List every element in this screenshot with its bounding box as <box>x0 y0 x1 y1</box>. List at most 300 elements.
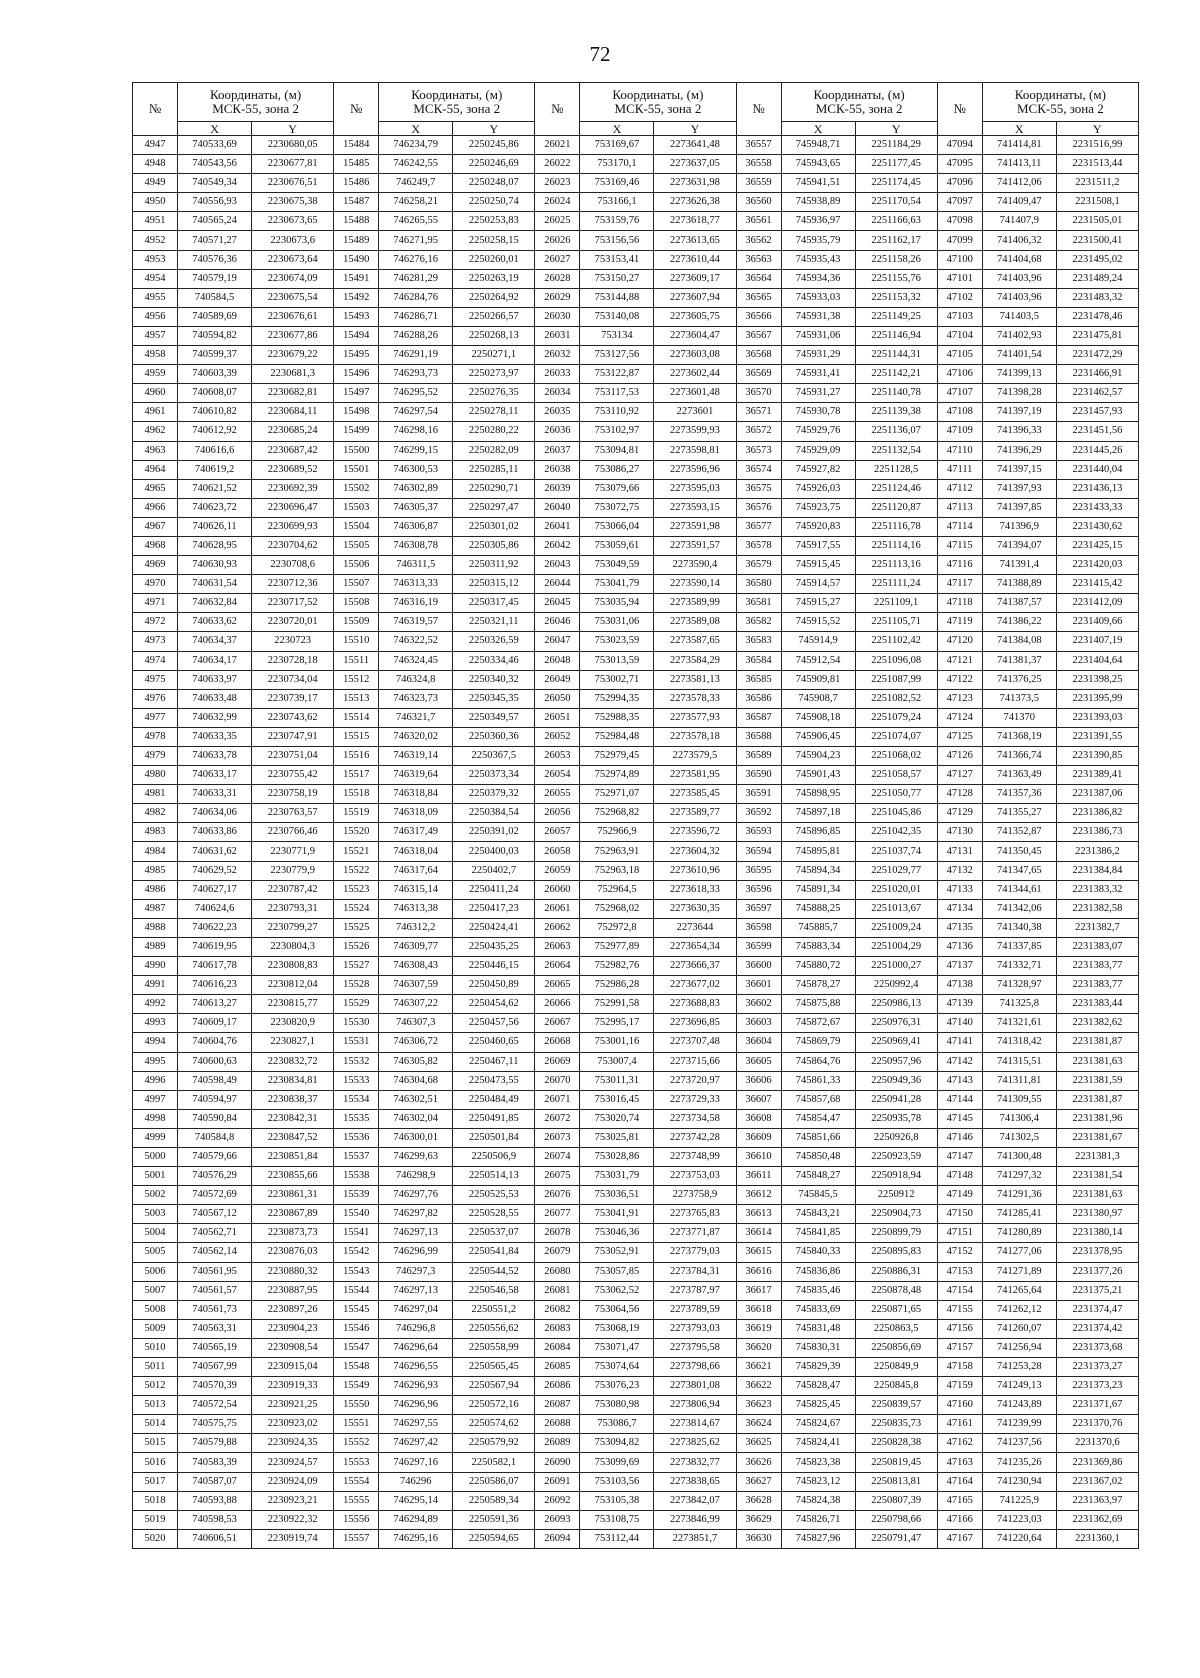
cell-y-value: 2273765,83 <box>654 1205 736 1224</box>
cell-x-value: 746298,9 <box>379 1167 453 1186</box>
cell-point-number: 26055 <box>535 785 580 804</box>
cell-y-value: 2251155,76 <box>855 269 937 288</box>
cell-point-number: 15488 <box>334 212 379 231</box>
cell-point-number: 47127 <box>937 766 982 785</box>
cell-y-value: 2250326,59 <box>453 632 535 651</box>
cell-x-value: 745869,79 <box>781 1033 855 1052</box>
cell-x-value: 753150,27 <box>580 269 654 288</box>
cell-x-value: 745823,12 <box>781 1472 855 1491</box>
cell-y-value: 2273758,9 <box>654 1186 736 1205</box>
cell-point-number: 5009 <box>133 1319 178 1338</box>
cell-y-value: 2250245,86 <box>453 136 535 155</box>
cell-point-number: 26079 <box>535 1243 580 1262</box>
table-row <box>133 536 1139 555</box>
cell-point-number: 15550 <box>334 1396 379 1415</box>
cell-y-value: 2273793,03 <box>654 1319 736 1338</box>
cell-point-number: 15549 <box>334 1377 379 1396</box>
table-row <box>133 708 1139 727</box>
cell-y-value: 2250248,07 <box>453 174 535 193</box>
cell-y-value: 2273601,48 <box>654 384 736 403</box>
cell-point-number: 15552 <box>334 1434 379 1453</box>
cell-point-number: 26023 <box>535 174 580 193</box>
table-row <box>133 1415 1139 1434</box>
cell-y-value: 2230717,52 <box>252 594 334 613</box>
cell-y-value: 2231508,1 <box>1056 193 1138 212</box>
cell-y-value: 2273789,59 <box>654 1300 736 1319</box>
cell-point-number: 36616 <box>736 1262 781 1281</box>
cell-y-value: 2250311,92 <box>453 556 535 575</box>
cell-point-number: 15540 <box>334 1205 379 1224</box>
cell-point-number: 15545 <box>334 1300 379 1319</box>
cell-point-number: 36590 <box>736 766 781 785</box>
header-coords-label: Координаты, (м) <box>210 87 302 102</box>
cell-point-number: 47114 <box>937 517 982 536</box>
cell-x-value: 746297,13 <box>379 1281 453 1300</box>
cell-x-value: 752995,17 <box>580 1014 654 1033</box>
cell-point-number: 4993 <box>133 1014 178 1033</box>
cell-x-value: 746297,42 <box>379 1434 453 1453</box>
cell-y-value: 2273609,17 <box>654 269 736 288</box>
cell-x-value: 746317,49 <box>379 823 453 842</box>
cell-x-value: 753031,79 <box>580 1167 654 1186</box>
header-coords-label: Координаты, (м) <box>411 87 503 102</box>
cell-x-value: 746320,02 <box>379 727 453 746</box>
cell-point-number: 36603 <box>736 1014 781 1033</box>
cell-y-value: 2251139,38 <box>855 403 937 422</box>
table-row <box>133 326 1139 345</box>
cell-x-value: 746265,55 <box>379 212 453 231</box>
cell-y-value: 2251109,1 <box>855 594 937 613</box>
cell-point-number: 15557 <box>334 1529 379 1548</box>
cell-y-value: 2273626,38 <box>654 193 736 212</box>
cell-x-value: 740556,93 <box>178 193 252 212</box>
cell-point-number: 26081 <box>535 1281 580 1300</box>
cell-point-number: 36569 <box>736 365 781 384</box>
cell-point-number: 36617 <box>736 1281 781 1300</box>
cell-x-value: 745920,83 <box>781 517 855 536</box>
cell-y-value: 2230743,62 <box>252 708 334 727</box>
cell-x-value: 746297,55 <box>379 1415 453 1434</box>
cell-point-number: 36611 <box>736 1167 781 1186</box>
cell-point-number: 47148 <box>937 1167 982 1186</box>
cell-point-number: 15499 <box>334 422 379 441</box>
cell-y-value: 2231466,91 <box>1056 365 1138 384</box>
cell-point-number: 15528 <box>334 976 379 995</box>
table-row <box>133 995 1139 1014</box>
cell-y-value: 2273779,03 <box>654 1243 736 1262</box>
cell-x-value: 741414,81 <box>982 136 1056 155</box>
cell-y-value: 2250551,2 <box>453 1300 535 1319</box>
cell-point-number: 26046 <box>535 613 580 632</box>
cell-x-value: 752982,76 <box>580 957 654 976</box>
cell-x-value: 745833,69 <box>781 1300 855 1319</box>
cell-point-number: 4952 <box>133 231 178 250</box>
table-row <box>133 556 1139 575</box>
cell-y-value: 2231381,87 <box>1056 1033 1138 1052</box>
cell-y-value: 2231436,13 <box>1056 479 1138 498</box>
cell-point-number: 26089 <box>535 1434 580 1453</box>
header-coords <box>781 83 937 122</box>
cell-y-value: 2230779,9 <box>252 861 334 880</box>
cell-point-number: 36560 <box>736 193 781 212</box>
cell-x-value: 741397,19 <box>982 403 1056 422</box>
cell-x-value: 745840,33 <box>781 1243 855 1262</box>
cell-y-value: 2250417,23 <box>453 899 535 918</box>
cell-point-number: 15507 <box>334 575 379 594</box>
cell-point-number: 5000 <box>133 1147 178 1166</box>
cell-point-number: 47160 <box>937 1396 982 1415</box>
cell-y-value: 2273641,48 <box>654 136 736 155</box>
cell-x-value: 753159,76 <box>580 212 654 231</box>
cell-point-number: 47154 <box>937 1281 982 1300</box>
cell-y-value: 2273577,93 <box>654 708 736 727</box>
table-row <box>133 384 1139 403</box>
cell-x-value: 740626,11 <box>178 517 252 536</box>
table-row <box>133 1109 1139 1128</box>
table-row <box>133 1186 1139 1205</box>
cell-point-number: 15518 <box>334 785 379 804</box>
cell-y-value: 2273589,08 <box>654 613 736 632</box>
cell-point-number: 36570 <box>736 384 781 403</box>
table-row <box>133 403 1139 422</box>
cell-x-value: 753076,23 <box>580 1377 654 1396</box>
table-row <box>133 1434 1139 1453</box>
cell-point-number: 4986 <box>133 880 178 899</box>
cell-x-value: 741412,06 <box>982 174 1056 193</box>
header-coords-label: Координаты, (м) <box>612 87 704 102</box>
table-row <box>133 1071 1139 1090</box>
cell-x-value: 741253,28 <box>982 1358 1056 1377</box>
cell-point-number: 5007 <box>133 1281 178 1300</box>
cell-x-value: 745936,97 <box>781 212 855 231</box>
cell-x-value: 753031,06 <box>580 613 654 632</box>
cell-y-value: 2250589,34 <box>453 1491 535 1510</box>
cell-point-number: 15530 <box>334 1014 379 1033</box>
cell-point-number: 36626 <box>736 1453 781 1472</box>
cell-y-value: 2273590,4 <box>654 556 736 575</box>
cell-x-value: 745923,75 <box>781 498 855 517</box>
cell-point-number: 36621 <box>736 1358 781 1377</box>
cell-point-number: 15519 <box>334 804 379 823</box>
header-x: X <box>178 122 252 136</box>
cell-point-number: 36586 <box>736 689 781 708</box>
cell-point-number: 36630 <box>736 1529 781 1548</box>
cell-point-number: 36572 <box>736 422 781 441</box>
cell-y-value: 2230808,83 <box>252 957 334 976</box>
cell-x-value: 753046,36 <box>580 1224 654 1243</box>
cell-point-number: 4972 <box>133 613 178 632</box>
cell-x-value: 745931,29 <box>781 346 855 365</box>
table-row <box>133 1377 1139 1396</box>
cell-point-number: 47134 <box>937 899 982 918</box>
cell-x-value: 746249,7 <box>379 174 453 193</box>
cell-x-value: 753153,41 <box>580 250 654 269</box>
cell-x-value: 740616,23 <box>178 976 252 995</box>
cell-y-value: 2250878,48 <box>855 1281 937 1300</box>
cell-point-number: 26059 <box>535 861 580 880</box>
table-row <box>133 727 1139 746</box>
cell-y-value: 2231451,56 <box>1056 422 1138 441</box>
cell-x-value: 741225,9 <box>982 1491 1056 1510</box>
cell-y-value: 2273806,94 <box>654 1396 736 1415</box>
cell-x-value: 745826,71 <box>781 1510 855 1529</box>
header-coords <box>982 83 1138 122</box>
cell-x-value: 741403,96 <box>982 288 1056 307</box>
cell-point-number: 4954 <box>133 269 178 288</box>
cell-point-number: 26029 <box>535 288 580 307</box>
cell-x-value: 753049,59 <box>580 556 654 575</box>
cell-y-value: 2231370,76 <box>1056 1415 1138 1434</box>
cell-x-value: 745904,23 <box>781 747 855 766</box>
cell-y-value: 2250574,62 <box>453 1415 535 1434</box>
cell-point-number: 26080 <box>535 1262 580 1281</box>
cell-y-value: 2250839,57 <box>855 1396 937 1415</box>
cell-y-value: 2250895,83 <box>855 1243 937 1262</box>
cell-y-value: 2230787,42 <box>252 880 334 899</box>
cell-point-number: 36597 <box>736 899 781 918</box>
cell-x-value: 741347,65 <box>982 861 1056 880</box>
cell-y-value: 2231363,97 <box>1056 1491 1138 1510</box>
cell-x-value: 745850,48 <box>781 1147 855 1166</box>
table-row <box>133 1491 1139 1510</box>
table-row <box>133 212 1139 231</box>
cell-x-value: 741363,49 <box>982 766 1056 785</box>
cell-point-number: 15531 <box>334 1033 379 1052</box>
cell-point-number: 26062 <box>535 918 580 937</box>
cell-x-value: 740567,12 <box>178 1205 252 1224</box>
cell-point-number: 26072 <box>535 1109 580 1128</box>
cell-y-value: 2230793,31 <box>252 899 334 918</box>
cell-x-value: 740623,72 <box>178 498 252 517</box>
cell-x-value: 740629,52 <box>178 861 252 880</box>
cell-x-value: 740621,52 <box>178 479 252 498</box>
cell-x-value: 746319,57 <box>379 613 453 632</box>
cell-y-value: 2251020,01 <box>855 880 937 899</box>
cell-point-number: 36614 <box>736 1224 781 1243</box>
cell-point-number: 15527 <box>334 957 379 976</box>
cell-y-value: 2250273,97 <box>453 365 535 384</box>
cell-point-number: 15542 <box>334 1243 379 1262</box>
cell-point-number: 47142 <box>937 1052 982 1071</box>
cell-y-value: 2250798,66 <box>855 1510 937 1529</box>
cell-point-number: 36622 <box>736 1377 781 1396</box>
cell-x-value: 753001,16 <box>580 1033 654 1052</box>
cell-point-number: 47131 <box>937 842 982 861</box>
cell-point-number: 36589 <box>736 747 781 766</box>
cell-y-value: 2250986,13 <box>855 995 937 1014</box>
cell-x-value: 745836,86 <box>781 1262 855 1281</box>
cell-x-value: 745835,46 <box>781 1281 855 1300</box>
cell-x-value: 741404,68 <box>982 250 1056 269</box>
cell-point-number: 4989 <box>133 937 178 956</box>
cell-y-value: 2273707,48 <box>654 1033 736 1052</box>
cell-x-value: 746319,64 <box>379 766 453 785</box>
cell-y-value: 2231391,55 <box>1056 727 1138 746</box>
cell-y-value: 2231374,42 <box>1056 1319 1138 1338</box>
cell-point-number: 36563 <box>736 250 781 269</box>
cell-y-value: 2231360,1 <box>1056 1529 1138 1548</box>
cell-x-value: 745906,45 <box>781 727 855 746</box>
header-num: № <box>535 83 580 136</box>
cell-x-value: 745914,9 <box>781 632 855 651</box>
cell-point-number: 15543 <box>334 1262 379 1281</box>
cell-x-value: 740579,19 <box>178 269 252 288</box>
cell-point-number: 36619 <box>736 1319 781 1338</box>
cell-point-number: 26060 <box>535 880 580 899</box>
cell-point-number: 15522 <box>334 861 379 880</box>
cell-x-value: 746297,04 <box>379 1300 453 1319</box>
cell-y-value: 2231362,69 <box>1056 1510 1138 1529</box>
cell-x-value: 741402,93 <box>982 326 1056 345</box>
cell-y-value: 2230834,81 <box>252 1071 334 1090</box>
table-row <box>133 231 1139 250</box>
cell-x-value: 746306,87 <box>379 517 453 536</box>
cell-y-value: 2250402,7 <box>453 861 535 880</box>
cell-y-value: 2250263,19 <box>453 269 535 288</box>
cell-x-value: 741332,71 <box>982 957 1056 976</box>
cell-point-number: 36627 <box>736 1472 781 1491</box>
cell-y-value: 2251142,21 <box>855 365 937 384</box>
cell-x-value: 753117,53 <box>580 384 654 403</box>
cell-x-value: 740594,82 <box>178 326 252 345</box>
cell-x-value: 752964,5 <box>580 880 654 899</box>
cell-point-number: 15509 <box>334 613 379 632</box>
cell-y-value: 2273784,31 <box>654 1262 736 1281</box>
cell-y-value: 2250360,36 <box>453 727 535 746</box>
cell-y-value: 2230880,32 <box>252 1262 334 1281</box>
cell-y-value: 2230675,38 <box>252 193 334 212</box>
cell-point-number: 26045 <box>535 594 580 613</box>
table-row <box>133 804 1139 823</box>
cell-x-value: 746284,76 <box>379 288 453 307</box>
cell-y-value: 2250271,1 <box>453 346 535 365</box>
cell-x-value: 740593,88 <box>178 1491 252 1510</box>
cell-x-value: 740561,73 <box>178 1300 252 1319</box>
cell-point-number: 4948 <box>133 155 178 174</box>
cell-y-value: 2231382,62 <box>1056 1014 1138 1033</box>
cell-point-number: 15495 <box>334 346 379 365</box>
cell-x-value: 741311,81 <box>982 1071 1056 1090</box>
cell-x-value: 746299,63 <box>379 1147 453 1166</box>
cell-x-value: 753028,86 <box>580 1147 654 1166</box>
cell-x-value: 741300,48 <box>982 1147 1056 1166</box>
table-row <box>133 1510 1139 1529</box>
cell-point-number: 36618 <box>736 1300 781 1319</box>
cell-point-number: 15503 <box>334 498 379 517</box>
cell-x-value: 741342,06 <box>982 899 1056 918</box>
cell-point-number: 47157 <box>937 1338 982 1357</box>
cell-y-value: 2273605,75 <box>654 307 736 326</box>
cell-x-value: 740570,39 <box>178 1377 252 1396</box>
cell-point-number: 26051 <box>535 708 580 727</box>
cell-y-value: 2231381,87 <box>1056 1090 1138 1109</box>
cell-y-value: 2250923,59 <box>855 1147 937 1166</box>
cell-y-value: 2273601 <box>654 403 736 422</box>
cell-x-value: 746322,52 <box>379 632 453 651</box>
cell-y-value: 2230908,54 <box>252 1338 334 1357</box>
cell-x-value: 741397,85 <box>982 498 1056 517</box>
cell-y-value: 2231374,47 <box>1056 1300 1138 1319</box>
header-system-label: МСК-55, зона 2 <box>1016 101 1104 116</box>
cell-y-value: 2273618,77 <box>654 212 736 231</box>
cell-point-number: 26043 <box>535 556 580 575</box>
cell-y-value: 2273842,07 <box>654 1491 736 1510</box>
cell-point-number: 47141 <box>937 1033 982 1052</box>
cell-point-number: 26039 <box>535 479 580 498</box>
cell-x-value: 746324,45 <box>379 651 453 670</box>
header-y: Y <box>1056 122 1138 136</box>
cell-y-value: 2230728,18 <box>252 651 334 670</box>
header-x: X <box>781 122 855 136</box>
cell-y-value: 2231398,25 <box>1056 670 1138 689</box>
cell-x-value: 745885,7 <box>781 918 855 937</box>
cell-point-number: 15547 <box>334 1338 379 1357</box>
cell-point-number: 47102 <box>937 288 982 307</box>
cell-y-value: 2230682,81 <box>252 384 334 403</box>
cell-y-value: 2250340,32 <box>453 670 535 689</box>
cell-x-value: 746281,29 <box>379 269 453 288</box>
cell-x-value: 741318,42 <box>982 1033 1056 1052</box>
cell-point-number: 36559 <box>736 174 781 193</box>
cell-x-value: 746297,13 <box>379 1224 453 1243</box>
cell-point-number: 26034 <box>535 384 580 403</box>
cell-x-value: 746318,84 <box>379 785 453 804</box>
cell-x-value: 746313,33 <box>379 575 453 594</box>
cell-point-number: 15485 <box>334 155 379 174</box>
cell-point-number: 47109 <box>937 422 982 441</box>
cell-x-value: 741230,94 <box>982 1472 1056 1491</box>
cell-x-value: 752974,89 <box>580 766 654 785</box>
cell-y-value: 2251037,74 <box>855 842 937 861</box>
cell-x-value: 740594,97 <box>178 1090 252 1109</box>
header-coords-label: Координаты, (м) <box>1014 87 1106 102</box>
cell-x-value: 753099,69 <box>580 1453 654 1472</box>
cell-x-value: 740543,56 <box>178 155 252 174</box>
cell-point-number: 26088 <box>535 1415 580 1434</box>
cell-y-value: 2251140,78 <box>855 384 937 403</box>
cell-y-value: 2231375,21 <box>1056 1281 1138 1300</box>
cell-y-value: 2250349,57 <box>453 708 535 727</box>
cell-point-number: 26073 <box>535 1128 580 1147</box>
cell-y-value: 2250935,78 <box>855 1109 937 1128</box>
cell-y-value: 2273589,77 <box>654 804 736 823</box>
cell-y-value: 2250591,36 <box>453 1510 535 1529</box>
cell-x-value: 745845,5 <box>781 1186 855 1205</box>
cell-x-value: 741388,89 <box>982 575 1056 594</box>
cell-point-number: 47146 <box>937 1128 982 1147</box>
cell-x-value: 740571,27 <box>178 231 252 250</box>
cell-y-value: 2250899,79 <box>855 1224 937 1243</box>
cell-point-number: 47108 <box>937 403 982 422</box>
cell-x-value: 753064,56 <box>580 1300 654 1319</box>
cell-y-value: 2273729,33 <box>654 1090 736 1109</box>
cell-x-value: 745861,33 <box>781 1071 855 1090</box>
cell-x-value: 741223,03 <box>982 1510 1056 1529</box>
cell-y-value: 2231420,03 <box>1056 556 1138 575</box>
cell-y-value: 2273595,03 <box>654 479 736 498</box>
cell-y-value: 2231384,84 <box>1056 861 1138 880</box>
cell-point-number: 26053 <box>535 747 580 766</box>
cell-y-value: 2230676,51 <box>252 174 334 193</box>
cell-y-value: 2231489,24 <box>1056 269 1138 288</box>
cell-y-value: 2230673,65 <box>252 212 334 231</box>
cell-point-number: 36587 <box>736 708 781 727</box>
cell-point-number: 26068 <box>535 1033 580 1052</box>
cell-x-value: 740563,31 <box>178 1319 252 1338</box>
cell-point-number: 4998 <box>133 1109 178 1128</box>
cell-y-value: 2251042,35 <box>855 823 937 842</box>
cell-x-value: 745931,38 <box>781 307 855 326</box>
